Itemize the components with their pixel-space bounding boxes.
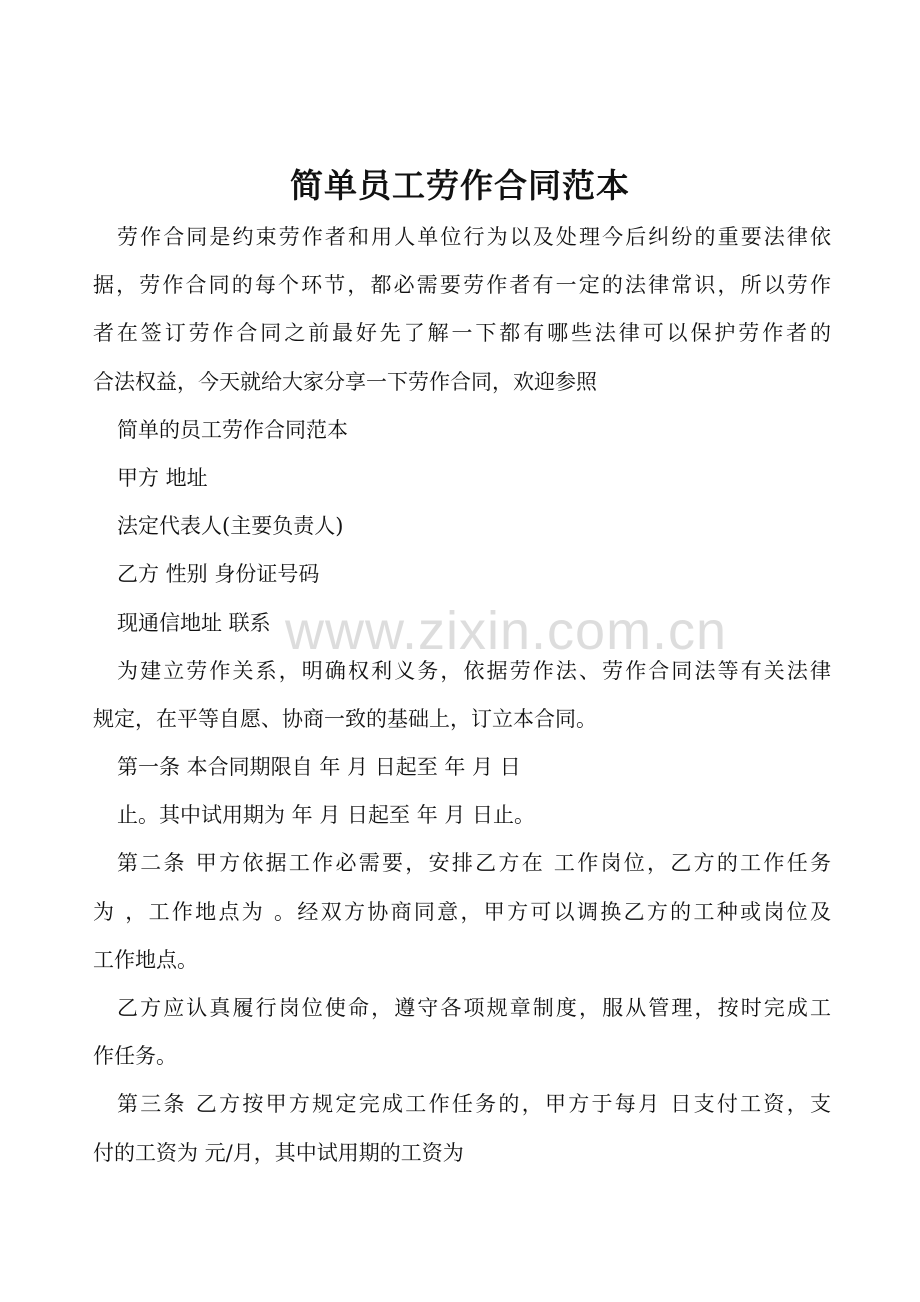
text-line: 工作地点。 <box>93 947 198 972</box>
text-line: 法定代表人(主要负责人) <box>117 514 344 539</box>
document-title: 简单员工劳作合同范本 <box>290 166 630 205</box>
paragraph <box>93 556 831 604</box>
paragraph <box>93 508 831 556</box>
text-line: 第三条 乙方按甲方规定完成工作任务的，甲方于每月 日支付工资，支 <box>117 1092 831 1117</box>
paragraph <box>93 990 831 1086</box>
text-line: 第二条 甲方依据工作必需要，安排乙方在 工作岗位，乙方的工作任务 <box>117 851 831 876</box>
text-line: 为建立劳作关系，明确权利义务，依据劳作法、劳作合同法等有关法律 <box>117 658 831 683</box>
text-line: 劳作合同是约束劳作者和用人单位行为以及处理今后纠纷的重要法律依 <box>117 225 831 249</box>
text-line: 简单的员工劳作合同范本 <box>117 417 348 442</box>
paragraph <box>93 797 831 845</box>
paragraph <box>93 1086 831 1182</box>
text-line: 现通信地址 联系 <box>117 610 271 635</box>
text-line: 乙方 性别 身份证号码 <box>117 562 320 587</box>
text-line: 规定，在平等自愿、协商一致的基础上，订立本合同。 <box>93 706 597 731</box>
paragraph <box>93 412 831 460</box>
paragraph <box>93 460 831 508</box>
paragraph <box>93 219 831 412</box>
document-body <box>93 219 831 1183</box>
paragraph <box>93 845 831 990</box>
text-line: 甲方 地址 <box>117 465 208 490</box>
text-line: 据，劳作合同的每个环节，都必需要劳作者有一定的法律常识，所以劳作 <box>93 273 831 298</box>
text-line: 作任务。 <box>93 1044 177 1069</box>
paragraph <box>93 749 831 797</box>
paragraph <box>93 653 831 749</box>
text-line: 为 ，工作地点为 。经双方协商同意，甲方可以调换乙方的工种或岗位及 <box>93 899 831 924</box>
text-line: 止。其中试用期为 年 月 日起至 年 月 日止。 <box>117 803 536 828</box>
text-line: 者在签订劳作合同之前最好先了解一下都有哪些法律可以保护劳作者的 <box>93 321 831 346</box>
text-line: 付的工资为 元/月，其中试用期的工资为 <box>93 1140 464 1165</box>
text-line: 乙方应认真履行岗位使命，遵守各项规章制度，服从管理，按时完成工 <box>117 996 831 1020</box>
watermark: www.zixin.com.cn <box>285 601 728 661</box>
text-line: 合法权益，今天就给大家分享一下劳作合同，欢迎参照 <box>93 369 597 394</box>
text-line: 第一条 本合同期限自 年 月 日起至 年 月 日 <box>117 755 521 780</box>
